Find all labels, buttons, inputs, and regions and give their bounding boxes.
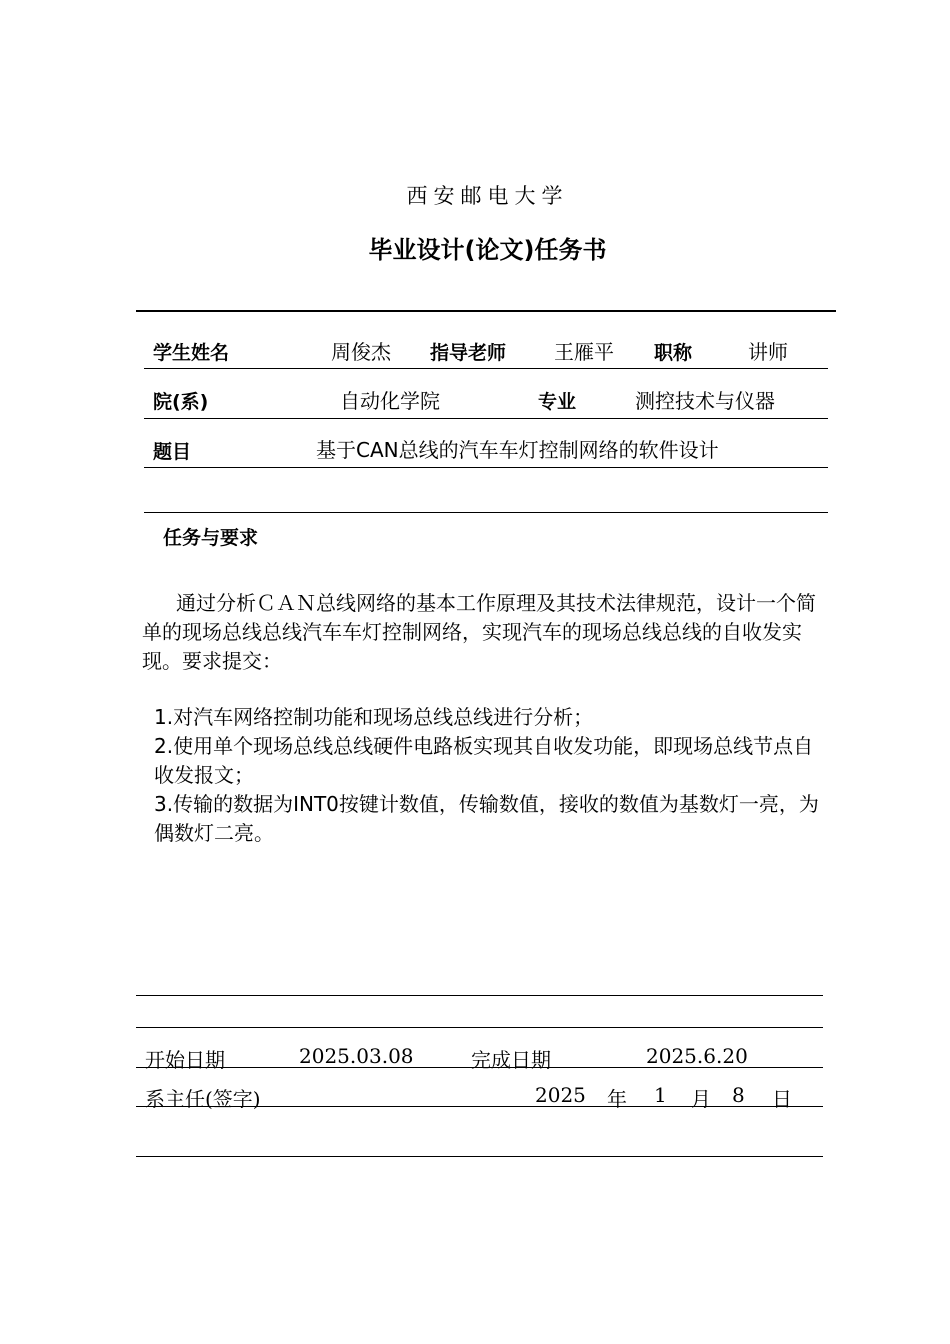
requirement-item: 3.传输的数据为INT0按键计数值，传输数值，接收的数值为基数灯一亮，为偶数灯二亮。 [154,792,819,845]
month-char: 月 [691,1087,711,1111]
start-date-value: 2025.03.08 [299,1044,414,1068]
table-row-divider [144,512,828,513]
start-date-label: 开始日期 [145,1048,225,1072]
department-label: 院(系) [153,391,209,413]
footer-divider [136,995,823,996]
rank-value: 讲师 [748,340,788,364]
table-row-divider [144,418,828,419]
footer-divider [136,1156,823,1157]
requirement-item: 2.使用单个现场总线总线硬件电路板实现其自收发功能，即现场总线节点自收发报文； [154,734,814,787]
topic-value: 基于CAN总线的汽车车灯控制网络的软件设计 [316,438,719,462]
task-intro-paragraph: 通过分析ＣＡＮ总线网络的基本工作原理及其技术法律规范，设计一个简单的现场总线总线汽车车灯控制网络，实现汽车的现场总线总线的自收发实现。要求提交： [142,591,816,673]
student-name-value: 周俊杰 [331,340,391,364]
advisor-label: 指导老师 [430,342,507,364]
footer-divider [136,1027,823,1028]
advisor-value: 王雁平 [554,340,614,364]
end-date-label: 完成日期 [471,1048,551,1072]
document-title: 毕业设计(论文)任务书 [368,236,607,264]
end-date-value: 2025.6.20 [646,1044,748,1068]
year-char: 年 [607,1087,627,1111]
university-name: 西安邮电大学 [406,184,569,208]
table-row-divider [144,368,828,369]
major-value: 测控技术与仪器 [635,389,775,413]
sign-month: 1 [654,1083,667,1107]
day-char: 日 [772,1087,792,1111]
student-name-label: 学生姓名 [153,342,230,364]
department-value: 自动化学院 [340,389,440,413]
task-section-title: 任务与要求 [163,527,259,549]
rank-label: 职称 [654,342,693,364]
table-row-divider [144,467,828,468]
topic-label: 题目 [153,441,192,463]
sign-day: 8 [732,1083,745,1107]
requirement-item: 1.对汽车网络控制功能和现场总线总线进行分析； [154,705,594,729]
major-label: 专业 [538,391,577,413]
requirements-list [154,703,819,848]
director-signature-label: 系主任(签字) [145,1087,261,1111]
table-top-border [136,310,836,312]
sign-year: 2025 [535,1083,586,1107]
